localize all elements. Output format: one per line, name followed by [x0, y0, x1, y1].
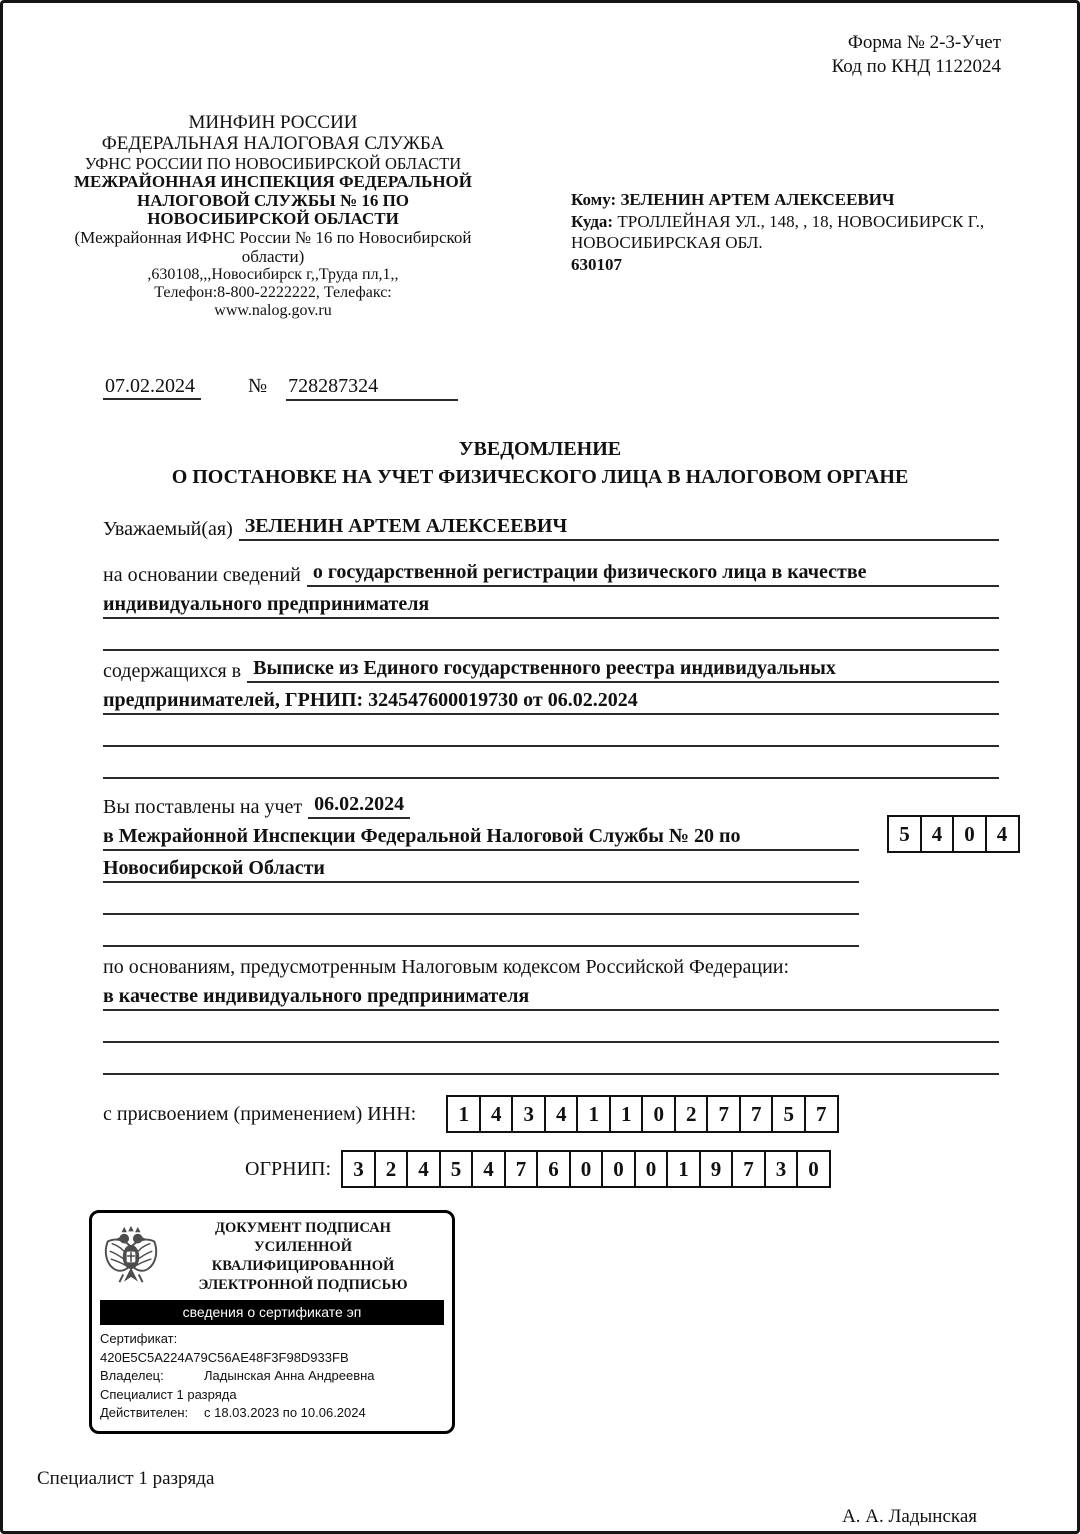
document-title-line1: УВЕДОМЛЕНИЕ	[458, 438, 622, 461]
digit-cell: 1	[446, 1095, 481, 1133]
digit-cell: 6	[536, 1150, 571, 1188]
digit-cell: 0	[634, 1150, 669, 1188]
inn-row	[103, 1093, 999, 1135]
contained-row-1	[103, 651, 999, 683]
digit-cell: 3	[341, 1150, 376, 1188]
digit-cell: 5	[887, 815, 922, 853]
validity-value: с 18.03.2023 по 10.06.2024	[204, 1405, 366, 1421]
contained-row-2	[103, 683, 999, 715]
document-title	[3, 435, 1077, 491]
digit-cell: 1	[666, 1150, 701, 1188]
recipient-block	[571, 113, 1001, 319]
digit-cell: 7	[731, 1150, 766, 1188]
issuer-block	[73, 113, 473, 319]
tax-office-row-2	[103, 851, 859, 883]
issuer-inspection-short: (Межрайонная ИФНС России № 16 по Новосибирской области)	[74, 227, 472, 266]
digit-cell: 2	[674, 1095, 709, 1133]
digit-cell: 0	[796, 1150, 831, 1188]
tax-office-line1: в Межрайонной Инспекции Федеральной Налоговой Службы № 20 по	[103, 825, 747, 851]
coat-of-arms-eagle-icon	[100, 1225, 162, 1289]
validity-label: Действителен:	[100, 1405, 189, 1421]
digit-cell: 0	[952, 815, 987, 853]
certificate-info-bar: сведения о сертификате эп	[100, 1300, 444, 1325]
basis-row-2	[103, 587, 999, 619]
digit-cell: 5	[771, 1095, 806, 1133]
grounds-label-row	[103, 947, 999, 979]
issuer-website: www.nalog.gov.ru	[214, 301, 332, 319]
form-ref: Форма № 2-3-Учет	[847, 32, 1001, 53]
recipient-address: ТРОЛЛЕЙНАЯ УЛ., 148, , 18, НОВОСИБИРСК Г., НОВОСИБИРСКАЯ ОБЛ.	[571, 211, 985, 252]
registration-label: Вы поставлены на учет	[103, 796, 303, 819]
document-date: 07.02.2024	[103, 375, 201, 400]
letterhead	[3, 113, 1077, 319]
salutation-row	[103, 509, 999, 541]
digit-cell: 7	[706, 1095, 741, 1133]
signer-name: А. А. Ладынская	[842, 1505, 977, 1527]
number-sign: №	[248, 375, 268, 398]
digit-cell: 3	[764, 1150, 799, 1188]
ogrnip-row	[103, 1148, 999, 1190]
tax-office-code-box	[887, 815, 1020, 853]
stamp-title-line1: ДОКУМЕНТ ПОДПИСАН	[215, 1220, 391, 1237]
ogrnip-digit-boxes	[341, 1150, 831, 1188]
owner-value: Ладынская Анна Андреевна	[204, 1368, 375, 1384]
basis-value-1: о государственной регистрации физического лица в качестве	[307, 561, 873, 587]
digit-cell: 0	[569, 1150, 604, 1188]
digit-cell: 7	[739, 1095, 774, 1133]
tax-office-line2: Новосибирской Области	[103, 857, 331, 883]
blank-line	[103, 1043, 999, 1075]
digit-cell: 9	[699, 1150, 734, 1188]
blank-line	[103, 883, 859, 915]
certificate-value: 420E5C5A224A79C56AE48F3F98D933FB	[100, 1349, 349, 1365]
contained-value-1: Выписке из Единого государственного реестра индивидуальных	[247, 657, 842, 683]
stamp-title	[162, 1219, 444, 1295]
issuer-ministry: МИНФИН РОССИИ	[188, 112, 358, 133]
stamp-title-line2: УСИЛЕННОЙ КВАЛИФИЦИРОВАННОЙ	[211, 1239, 395, 1275]
certificate-row	[100, 1330, 444, 1367]
recipient-address-line	[571, 211, 1001, 254]
blank-line	[103, 715, 999, 747]
issuer-phone: Телефон:8-800-2222222, Телефакс:	[154, 283, 392, 301]
document-body	[103, 509, 1008, 1190]
basis-label: на основании сведений	[103, 564, 301, 587]
basis-row-1	[103, 555, 999, 587]
recipient-addr-label: Куда:	[571, 211, 614, 231]
registration-date: 06.02.2024	[308, 793, 410, 819]
grounds-value-row	[103, 979, 999, 1011]
digit-cell: 7	[504, 1150, 539, 1188]
digit-cell: 4	[985, 815, 1020, 853]
ogrnip-label: ОГРНИП:	[245, 1157, 332, 1180]
inn-digit-boxes	[446, 1095, 839, 1133]
owner-row	[100, 1367, 444, 1386]
digit-cell: 7	[804, 1095, 839, 1133]
contained-label: содержащихся в	[103, 660, 242, 683]
recipient-name: ЗЕЛЕНИН АРТЕМ АЛЕКСЕЕВИЧ	[620, 190, 895, 209]
blank-line	[103, 619, 999, 651]
recipient-to-label: Кому:	[571, 190, 617, 209]
issuer-ufns: УФНС РОССИИ ПО НОВОСИБИРСКОЙ ОБЛАСТИ	[84, 153, 462, 173]
digit-cell: 0	[641, 1095, 676, 1133]
certificate-label: Сертификат:	[100, 1331, 178, 1347]
certificate-details	[100, 1330, 444, 1423]
issuer-address: ,630108,,,Новосибирск г,,Труда пл,1,,	[147, 266, 399, 284]
digit-cell: 5	[439, 1150, 474, 1188]
blank-line	[103, 915, 859, 947]
inn-label: с присвоением (применением) ИНН:	[103, 1102, 417, 1125]
digit-cell: 0	[601, 1150, 636, 1188]
tax-office-row-1	[103, 819, 859, 851]
digit-cell: 4	[406, 1150, 441, 1188]
owner-position-row: Специалист 1 разряда	[100, 1386, 237, 1402]
taxpayer-name: ЗЕЛЕНИН АРТЕМ АЛЕКСЕЕВИЧ	[239, 515, 573, 541]
issuer-service: ФЕДЕРАЛЬНАЯ НАЛОГОВАЯ СЛУЖБА	[101, 132, 445, 154]
digit-cell: 2	[374, 1150, 409, 1188]
basis-value-2: индивидуального предпринимателя	[103, 593, 435, 619]
document-meta-line	[103, 375, 1077, 401]
validity-row	[100, 1404, 444, 1423]
recipient-name-line	[571, 189, 1001, 211]
form-references	[3, 31, 1001, 79]
digit-cell: 3	[511, 1095, 546, 1133]
digit-cell: 4	[920, 815, 955, 853]
digit-cell: 1	[609, 1095, 644, 1133]
signer-position: Специалист 1 разряда	[37, 1467, 215, 1489]
salutation-label: Уважаемый(ая)	[103, 518, 233, 541]
digit-cell: 4	[544, 1095, 579, 1133]
grounds-label: по основаниям, предусмотренным Налоговым кодексом Российской Федерации:	[103, 956, 790, 979]
digit-cell: 1	[576, 1095, 611, 1133]
issuer-inspection: МЕЖРАЙОННАЯ ИНСПЕКЦИЯ ФЕДЕРАЛЬНОЙ НАЛОГОВОЙ СЛУЖБЫ № 16 ПО НОВОСИБИРСКОЙ ОБЛАСТИ	[74, 171, 472, 229]
document-number: 728287324	[286, 375, 458, 401]
document-title-line2: О ПОСТАНОВКЕ НА УЧЕТ ФИЗИЧЕСКОГО ЛИЦА В НАЛОГОВОМ ОРГАНЕ	[171, 466, 909, 489]
contained-value-2: предпринимателей, ГРНИП: 324547600019730 от 06.02.2024	[103, 689, 644, 715]
digit-cell: 4	[479, 1095, 514, 1133]
registration-section	[103, 787, 1008, 947]
recipient-postal-code: 630107	[571, 254, 622, 274]
owner-label: Владелец:	[100, 1368, 164, 1384]
blank-line	[103, 1011, 999, 1043]
stamp-title-line3: ЭЛЕКТРОННОЙ ПОДПИСЬЮ	[198, 1277, 408, 1294]
digital-signature-stamp	[89, 1210, 455, 1434]
knd-code: Код по КНД 1122024	[831, 56, 1001, 77]
digit-cell: 4	[471, 1150, 506, 1188]
grounds-value: в качестве индивидуального предпринимателя	[103, 985, 535, 1011]
registration-date-row	[103, 787, 859, 819]
blank-line	[103, 747, 999, 779]
